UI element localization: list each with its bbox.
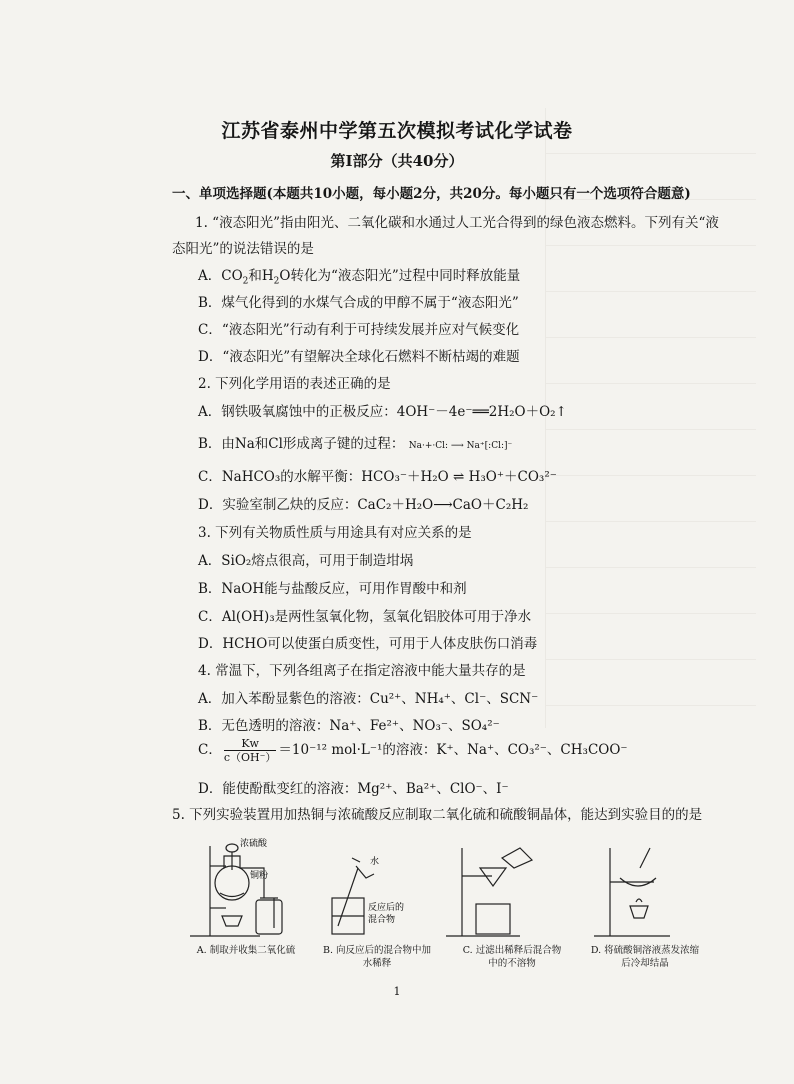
q3-option-b: B．NaOH能与盐酸反应，可用作胃酸中和剂 (198, 581, 467, 597)
q2-option-b: B．由Na和Cl形成离子键的过程： Na·+·Cl: ⟶ Na⁺[:Cl:]⁻ (198, 436, 513, 452)
q2-option-a: A．钢铁吸氧腐蚀中的正极反应：4OH⁻－4e⁻══2H₂O＋O₂↑ (198, 404, 567, 420)
q4-stem: 4. 常温下，下列各组离子在指定溶液中能大量共存的是 (198, 663, 526, 679)
q3-stem: 3. 下列有关物质性质与用途具有对应关系的是 (198, 525, 472, 541)
section-heading: 一、单项选择题(本题共10小题，每小题2分，共20分。每小题只有一个选项符合题意) (172, 186, 691, 202)
q1-option-a: A．$CO_2$和$H_2O$转化为“液态阳光”过程中同时释放能量 (198, 268, 521, 287)
label-conc-acid: 浓硫酸 (240, 839, 268, 849)
q4-option-b: B．无色透明的溶液：Na⁺、Fe²⁺、NO₃⁻、SO₄²⁻ (198, 718, 500, 734)
kw-fraction: $\frac{Kw}{c(OH^-)}$ (223, 737, 277, 764)
q5-stem: 5. 下列实验装置用加热铜与浓硫酸反应制取二氧化硫和硫酸铜晶体，能达到实验目的的是 (172, 807, 703, 823)
page-number: 1 (393, 985, 401, 998)
label-mixture-1: 反应后的 (368, 903, 405, 913)
q1-stem-line1: 1. “液态阳光”指由阳光、二氧化碳和水通过人工光合得到的绿色液态燃料。下列有关“液 (195, 215, 719, 231)
q2-stem: 2. 下列化学用语的表述正确的是 (198, 376, 391, 392)
q1-option-c: C．“液态阳光”行动有利于可持续发展并应对气候变化 (198, 322, 520, 338)
q1-option-d: D．“液态阳光”有望解决全球化石燃料不断枯竭的难题 (198, 349, 520, 365)
part-heading: 第Ⅰ部分（共40分） (330, 152, 464, 170)
q3-option-a: A．SiO₂熔点很高，可用于制造坩埚 (198, 553, 414, 569)
q1-option-b: B．煤气化得到的水煤气合成的甲醇不属于“液态阳光” (198, 295, 519, 311)
q2-option-c: C．NaHCO₃的水解平衡：HCO₃⁻＋H₂O ⇌ H₃O⁺＋CO₃²⁻ (198, 469, 557, 485)
label-water: 水 (370, 857, 380, 867)
caption-d: D. 将硫酸铜溶液蒸发浓缩 后冷却结晶 (590, 945, 700, 969)
label-copper: 铜粉 (250, 871, 269, 881)
q4-option-c: C． $\frac{Kw}{c(OH^-)}$ ＝10⁻¹² mol·L⁻¹的溶液：K⁺、Na⁺、CO₃²⁻、CH₃COO⁻ (198, 737, 628, 764)
q4-option-d: D．能使酚酞变红的溶液：Mg²⁺、Ba²⁺、ClO⁻、I⁻ (198, 781, 509, 797)
q5-apparatus-figure (180, 838, 730, 938)
label-mixture-2: 混合物 (368, 915, 396, 925)
q3-option-d: D．HCHO可以使蛋白质变性，可用于人体皮肤伤口消毒 (198, 636, 538, 652)
caption-b: B. 向反应后的混合物中加 水稀释 (322, 945, 432, 969)
apparatus-c-filter (446, 848, 532, 936)
caption-c: C. 过滤出稀释后混合物 中的不溶物 (462, 945, 562, 969)
q4-option-a: A．加入苯酚显紫色的溶液：Cu²⁺、NH₄⁺、Cl⁻、SCN⁻ (198, 691, 539, 707)
q3-option-c: C．Al(OH)₃是两性氢氧化物，氢氧化铝胶体可用于净水 (198, 609, 532, 625)
q2-option-d: D．实验室制乙炔的反应：CaC₂＋H₂O⟶CaO＋C₂H₂ (198, 497, 529, 513)
q2-b-formula: Na·+·Cl: ⟶ Na⁺[:Cl:]⁻ (408, 441, 513, 451)
apparatus-a-flask (190, 844, 282, 936)
exam-title: 江苏省泰州中学第五次模拟考试化学试卷 (221, 120, 573, 142)
q1-stem-line2: 态阳光”的说法错误的是 (172, 241, 314, 257)
apparatus-d-evaporate (594, 848, 670, 936)
caption-a: A. 制取并收集二氧化硫 (196, 945, 296, 956)
